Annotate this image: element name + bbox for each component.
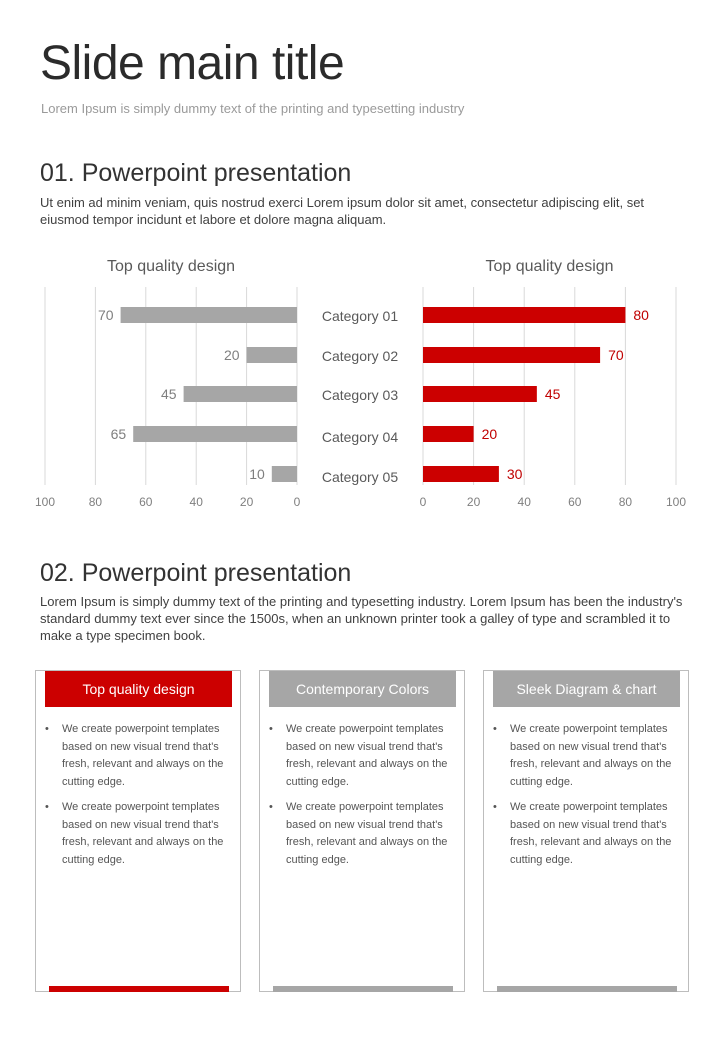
category-label: Category 01: [321, 308, 399, 324]
list-item: [269, 799, 466, 869]
list-item-text: We create powerpoint templates based on new visual trend that's fresh, relevant and always on the cutting edge.: [510, 723, 672, 788]
right-chart-tick-label: 100: [665, 495, 687, 509]
left-chart-title: Top quality design: [106, 258, 236, 275]
category-label: Category 04: [321, 429, 399, 445]
section-1-heading: 01. Powerpoint presentation: [40, 159, 352, 187]
list-item: [493, 799, 690, 869]
list-item: [45, 799, 242, 869]
left-chart-bar: [247, 347, 297, 363]
left-bar-chart: [35, 258, 301, 509]
right-chart-bar: [423, 426, 474, 442]
list-item-text: We create powerpoint templates based on new visual trend that's fresh, relevant and always on the cutting edge.: [62, 723, 224, 788]
list-item: [45, 721, 242, 791]
card-1-title: Top quality design: [45, 671, 232, 707]
right-chart-tick-label: 0: [419, 495, 427, 509]
right-chart-data-label: 80: [633, 307, 649, 323]
feature-card-2: [259, 670, 465, 992]
right-chart-tick-label: 80: [618, 495, 633, 509]
right-chart-data-label: 30: [506, 466, 523, 482]
bar-charts: [0, 245, 720, 520]
left-chart-data-label: 65: [110, 426, 127, 442]
page-title: Slide main title: [40, 37, 345, 90]
card-3-title: Sleek Diagram & chart: [493, 671, 680, 707]
left-chart-tick-label: 0: [293, 495, 301, 509]
card-2-title: Contemporary Colors: [269, 671, 456, 707]
card-3-accent-bar: [497, 986, 677, 992]
left-chart-tick-label: 80: [88, 495, 103, 509]
left-chart-tick-label: 40: [189, 495, 203, 509]
right-chart-data-label: 45: [544, 386, 561, 402]
bullet-icon: •: [45, 723, 49, 735]
right-chart-data-label: 20: [481, 426, 498, 442]
right-bar-chart: [420, 258, 687, 509]
left-chart-bar: [184, 386, 297, 402]
feature-card-3: [483, 670, 689, 992]
bullet-icon: •: [493, 723, 497, 735]
card-1-list: [44, 721, 242, 877]
card-3-list: [492, 721, 690, 877]
left-chart-data-label: 70: [98, 307, 114, 323]
right-chart-tick-label: 40: [517, 495, 531, 509]
right-chart-bar: [423, 347, 600, 363]
list-item-text: We create powerpoint templates based on new visual trend that's fresh, relevant and always on the cutting edge.: [286, 801, 448, 866]
left-chart-data-label: 45: [161, 386, 177, 402]
bullet-icon: •: [269, 723, 273, 735]
section-1-body: Ut enim ad minim veniam, quis nostrud exerci Lorem ipsum dolor sit amet, consectetur adipiscing elit, set eiusmod tempor incidunt et labore et dolore magna aliquam.: [40, 195, 645, 227]
bullet-icon: •: [493, 801, 497, 813]
section-2-heading: 02. Powerpoint presentation: [40, 559, 352, 587]
section-2-body: Lorem Ipsum is simply dummy text of the printing and typesetting industry. Lorem Ipsum has been the industry's standard dummy text ever since the 1500s, when an unknown printer took a galley of type and scrambled it to make a type specimen book.: [40, 594, 683, 643]
right-chart-title: Top quality design: [485, 258, 614, 275]
right-chart-bar: [423, 386, 537, 402]
right-chart-tick-label: 60: [568, 495, 582, 509]
category-label: Category 02: [321, 348, 399, 364]
list-item-text: We create powerpoint templates based on new visual trend that's fresh, relevant and always on the cutting edge.: [62, 801, 224, 866]
right-chart-data-label: 70: [608, 347, 624, 363]
left-chart-data-label: 20: [224, 347, 240, 363]
category-label: Category 05: [321, 469, 399, 485]
left-chart-data-label: 10: [249, 466, 265, 482]
left-chart-tick-label: 20: [239, 495, 254, 509]
card-2-accent-bar: [273, 986, 453, 992]
page-subtitle: Lorem Ipsum is simply dummy text of the printing and typesetting industry: [41, 101, 465, 116]
left-chart-tick-label: 100: [34, 495, 56, 509]
left-chart-bar: [272, 466, 297, 482]
list-item: [493, 721, 690, 791]
list-item-text: We create powerpoint templates based on new visual trend that's fresh, relevant and always on the cutting edge.: [510, 801, 672, 866]
card-2-list: [268, 721, 466, 877]
right-chart-bar: [423, 307, 625, 323]
list-item-text: We create powerpoint templates based on new visual trend that's fresh, relevant and always on the cutting edge.: [286, 723, 448, 788]
feature-card-1: [35, 670, 241, 992]
card-1-accent-bar: [49, 986, 229, 992]
right-chart-tick-label: 20: [466, 495, 481, 509]
bullet-icon: •: [45, 801, 49, 813]
bullet-icon: •: [269, 801, 273, 813]
category-labels: [322, 308, 398, 485]
right-chart-bar: [423, 466, 499, 482]
list-item: [269, 721, 466, 791]
left-chart-tick-label: 60: [139, 495, 153, 509]
left-chart-bar: [133, 426, 297, 442]
left-chart-bar: [121, 307, 297, 323]
category-label: Category 03: [321, 387, 399, 403]
